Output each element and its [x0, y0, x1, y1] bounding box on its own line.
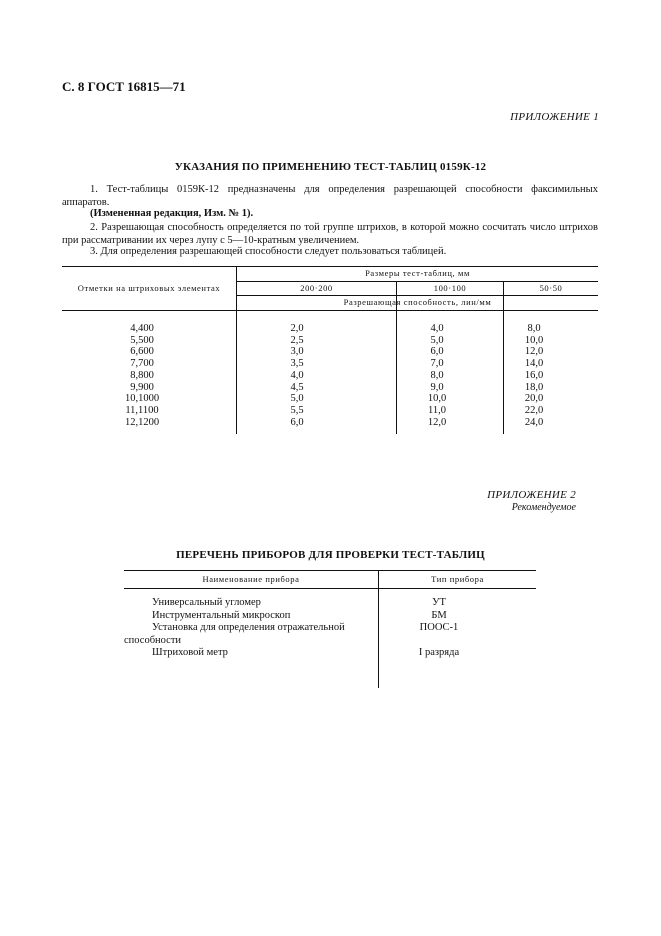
table-cell: 10,1000 [124, 393, 160, 405]
col-50 [504, 323, 564, 428]
table-cell: 2,0 [290, 323, 304, 334]
list-item: Инструментальный микроскоп [152, 609, 291, 621]
table-cell: 18,0 [524, 381, 544, 393]
appendix-1-label: ПРИЛОЖЕНИЕ 1 [510, 111, 599, 123]
table-cell: 5,500 [130, 334, 154, 346]
table-rule [236, 281, 598, 282]
table-cell: 5,0 [290, 393, 304, 405]
table-cell: 8,0 [430, 369, 444, 381]
table-cell: БМ [431, 609, 447, 621]
table-cell: 6,0 [290, 416, 304, 428]
table-cell: 16,0 [524, 369, 544, 381]
table-cell: 12,0 [427, 416, 447, 428]
table-cell: 14,0 [524, 358, 544, 370]
table-cell: 10,0 [524, 334, 544, 346]
table-cell: I разряда [418, 647, 460, 658]
table-cell: 9,0 [430, 381, 444, 393]
col-header-marks: Отметки на штриховых элементах [77, 283, 221, 293]
table-header-rule [62, 310, 598, 311]
col-100 [397, 323, 477, 428]
col-marks [102, 323, 182, 428]
list-item: Установка для определения отражательной [152, 622, 345, 633]
table-top-rule [62, 266, 598, 267]
table-cell: 4,400 [130, 323, 154, 334]
resolution-table [62, 266, 598, 434]
edit-note: (Измененная редакция, Изм. № 1). [90, 208, 254, 219]
list-item: способности [124, 634, 182, 646]
col-header-type: Тип прибора [431, 574, 484, 584]
table-top-rule [124, 570, 536, 571]
paragraph-2: 2. Разрешающая способность определяется по той группе штрихов, в которой можно сосчитать число штрихов при рассматривании их через лупу с 5—10-кратным увеличением. [62, 222, 598, 246]
table-cell: 6,600 [130, 346, 154, 358]
table-cell: 24,0 [524, 416, 544, 428]
size-50: 50·50 [539, 283, 563, 293]
table-cell: 4,5 [290, 381, 304, 393]
size-200: 200·200 [300, 283, 333, 293]
table-cell: 3,0 [290, 346, 304, 358]
table-cell: 4,0 [430, 323, 444, 334]
table-cell: ПООС-1 [419, 622, 459, 633]
list-item: Штриховой метр [152, 647, 228, 658]
list-item: Универсальный угломер [152, 597, 261, 608]
table-cell: 22,0 [524, 404, 544, 416]
table-header-rule [124, 588, 536, 589]
sub-header-resolution: Разрешающая способность, лин/мм [343, 297, 492, 307]
appendix-2-label: ПРИЛОЖЕНИЕ 2 [487, 489, 576, 501]
table-cell: 8,0 [527, 323, 541, 334]
paragraph-1: 1. Тест-таблицы 0159К-12 предназначены для определения разрешающей способности факсимильных аппаратов. [62, 184, 598, 208]
table-rule [236, 295, 598, 296]
instruments-table [124, 570, 536, 688]
table-cell: 4,0 [290, 369, 304, 381]
table-cell: 11,1100 [125, 404, 159, 416]
table-cell: 5,0 [430, 334, 444, 346]
table-cell: 10,0 [427, 393, 447, 405]
col-header-name: Наименование прибора [202, 574, 300, 584]
page-header: С. 8 ГОСТ 16815—71 [62, 79, 186, 94]
table-cell: 7,0 [430, 358, 444, 370]
table-cell: УТ [432, 597, 446, 608]
table-cell: 2,5 [290, 334, 304, 346]
appendix-2-note: Рекомендуемое [511, 502, 576, 513]
instrument-names [124, 597, 374, 660]
size-100: 100·100 [433, 283, 467, 293]
appendix-1-title: УКАЗАНИЯ ПО ПРИМЕНЕНИЮ ТЕСТ-ТАБЛИЦ 0159К-12 [174, 161, 487, 173]
table-cell: 9,900 [130, 381, 154, 393]
col-200 [237, 323, 357, 428]
table-cell: 8,800 [130, 369, 154, 381]
table-cell: 20,0 [524, 393, 544, 405]
table-cell: 7,700 [130, 358, 154, 370]
table-cell: 11,0 [428, 404, 446, 416]
table-cell: 12,0 [524, 346, 544, 358]
table-cell: 6,0 [430, 346, 444, 358]
paragraph-3: 3. Для определения разрешающей способности следует пользоваться таблицей. [90, 246, 447, 257]
col-header-sizes: Размеры тест-таблиц, мм [365, 268, 470, 278]
table-cell: 12,1200 [124, 416, 160, 428]
instrument-types [379, 597, 499, 660]
table-cell: 5,5 [290, 404, 304, 416]
table-cell: 3,5 [290, 358, 304, 370]
appendix-2-title: ПЕРЕЧЕНЬ ПРИБОРОВ ДЛЯ ПРОВЕРКИ ТЕСТ-ТАБЛИЦ [176, 549, 485, 561]
